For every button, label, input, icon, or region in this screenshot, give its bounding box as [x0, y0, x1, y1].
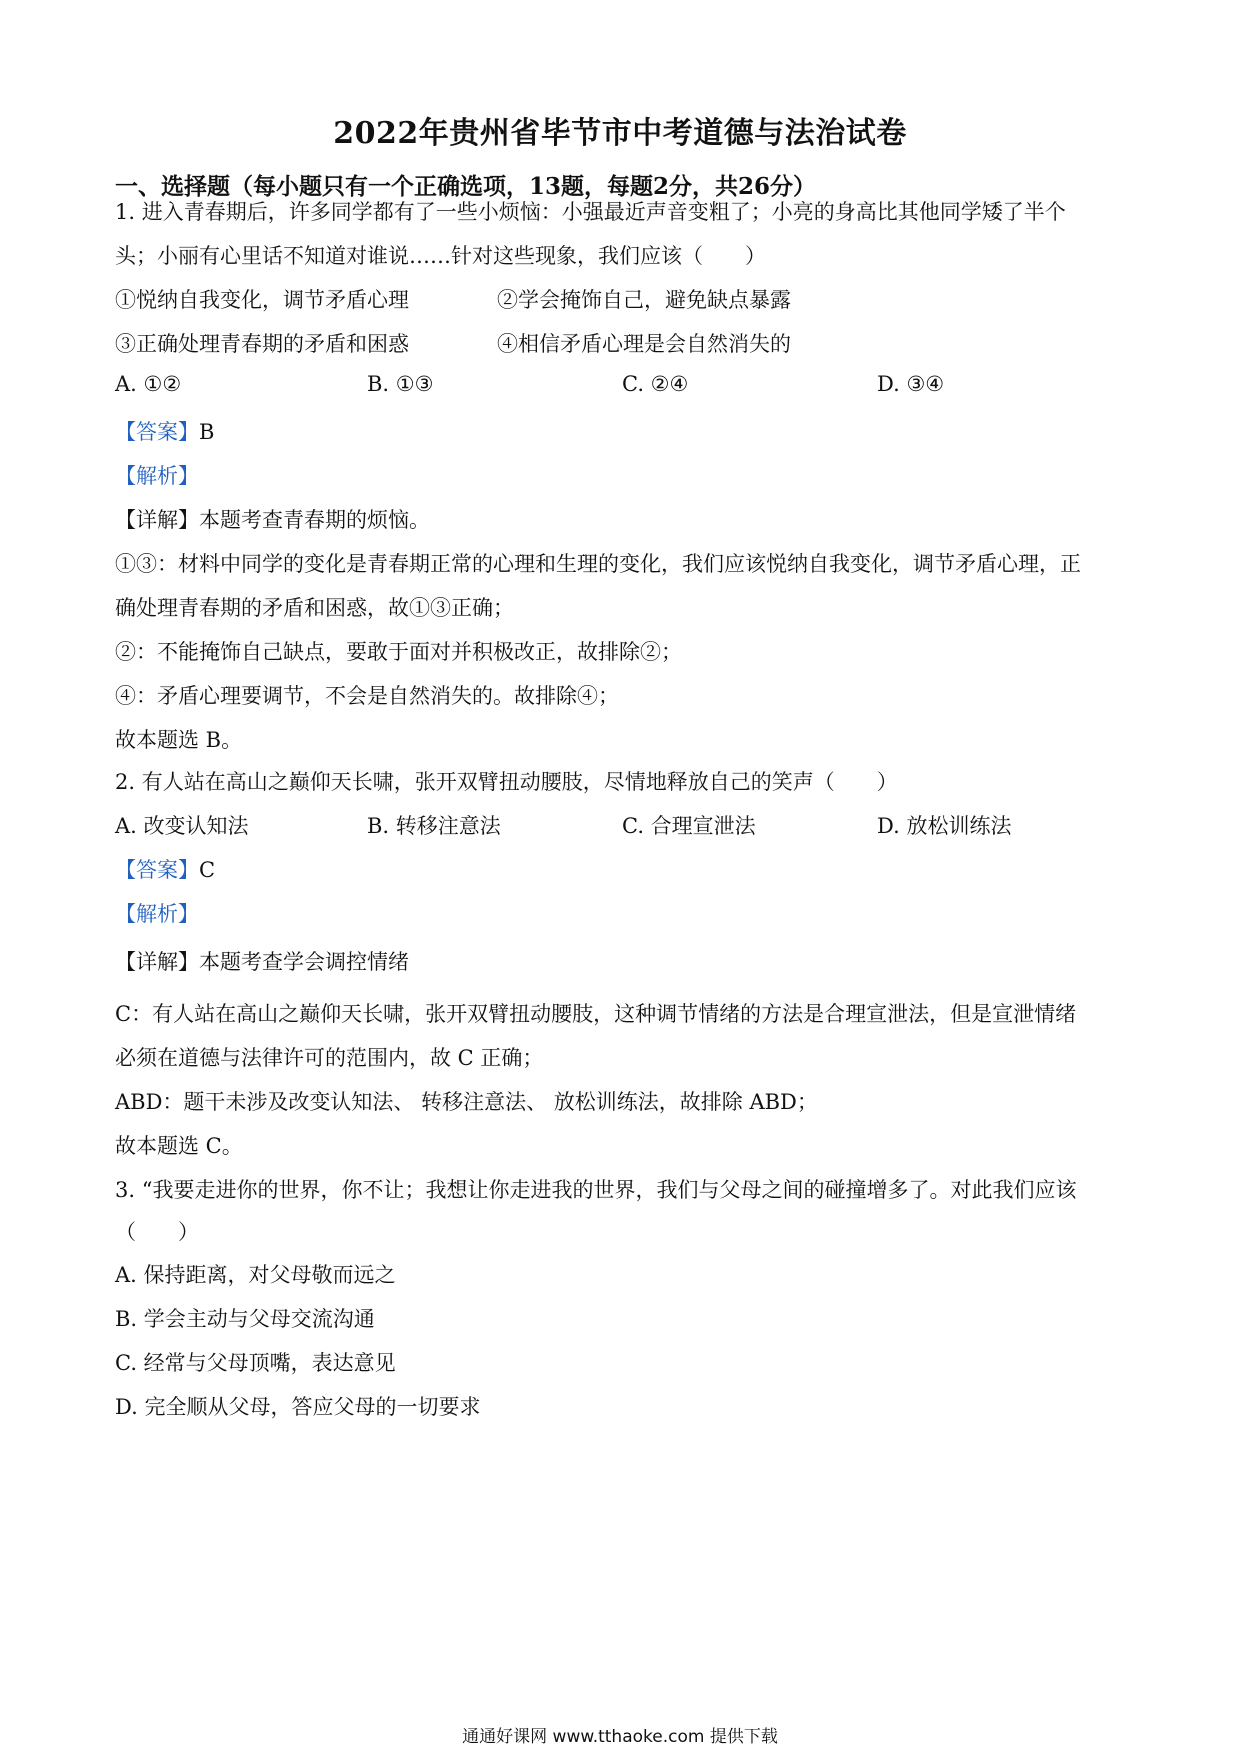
answer-label: 【答案】 — [115, 420, 199, 444]
q2-explanation-2: ABD：题干未涉及改变认知法、 转移注意法、 放松训练法，故排除 ABD； — [115, 1090, 818, 1114]
q2-analysis-label: 【解析】 — [115, 902, 199, 926]
q3-option-c: C. 经常与父母顶嘴，表达意见 — [115, 1351, 396, 1375]
q2-stem: 2. 有人站在高山之巅仰天长啸，张开双臂扭动腰肢，尽情地释放自己的笑声（ ） — [115, 770, 898, 794]
q1-explanation-1b: 确处理青春期的矛盾和困惑，故①③正确； — [115, 596, 514, 620]
q2-explanation-1a: C：有人站在高山之巅仰天长啸，张开双臂扭动腰肢，这种调节情绪的方法是合理宣泄法，但是宣泄情绪 — [115, 1002, 1077, 1026]
q1-analysis-label: 【解析】 — [115, 464, 199, 488]
q1-explanation-3: ④：矛盾心理要调节，不会是自然消失的。故排除④； — [115, 684, 619, 708]
q3-option-d: D. 完全顺从父母，答应父母的一切要求 — [115, 1395, 481, 1419]
page-footer: 通通好课网 www.tthaoke.com 提供下载 — [462, 1727, 778, 1747]
q3-option-b: B. 学会主动与父母交流沟通 — [115, 1307, 375, 1331]
q1-detail: 【详解】本题考查青春期的烦恼。 — [115, 508, 430, 532]
q2-option-c: C. 合理宣泄法 — [622, 814, 756, 838]
q3-stem-line-2: （ ） — [115, 1220, 199, 1244]
q3-stem-line-1: 3. “我要走进你的世界，你不让；我想让你走进我的世界，我们与父母之间的碰撞增多了。对此我们应该 — [115, 1178, 1077, 1202]
q1-statement-3: ③正确处理青春期的矛盾和困惑 — [115, 332, 409, 356]
q1-statement-1: ①悦纳自我变化，调节矛盾心理 — [115, 288, 409, 312]
q2-detail: 【详解】本题考查学会调控情绪 — [115, 950, 409, 974]
q1-answer — [115, 416, 214, 446]
q2-option-b: B. 转移注意法 — [367, 814, 501, 838]
q2-conclusion: 故本题选 C。 — [115, 1134, 243, 1158]
section-heading: 一、选择题（每小题只有一个正确选项，13题，每题2分，共26分） — [115, 173, 817, 200]
q1-option-d: D. ③④ — [877, 372, 945, 396]
answer-label: 【答案】 — [115, 858, 199, 882]
q1-explanation-1a: ①③：材料中同学的变化是青春期正常的心理和生理的变化，我们应该悦纳自我变化，调节矛盾心理，正 — [115, 552, 1081, 576]
q2-answer — [115, 854, 215, 884]
q1-option-c: C. ②④ — [622, 372, 689, 396]
q1-statement-4: ④相信矛盾心理是会自然消失的 — [497, 332, 791, 356]
q1-conclusion: 故本题选 B。 — [115, 728, 243, 752]
page-title: 2022年贵州省毕节市中考道德与法治试卷 — [333, 116, 907, 151]
answer-value: B — [199, 420, 215, 444]
q2-option-d: D. 放松训练法 — [877, 814, 1012, 838]
q2-explanation-1b: 必须在道德与法律许可的范围内，故 C 正确； — [115, 1046, 544, 1070]
q2-option-a: A. 改变认知法 — [115, 814, 249, 838]
answer-value: C — [199, 858, 216, 882]
q3-option-a: A. 保持距离，对父母敬而远之 — [115, 1263, 396, 1287]
q1-statement-2: ②学会掩饰自己，避免缺点暴露 — [497, 288, 791, 312]
q1-stem-line-1: 1. 进入青春期后，许多同学都有了一些小烦恼：小强最近声音变粗了；小亮的身高比其他同学矮了半个 — [115, 200, 1066, 224]
q1-explanation-2: ②：不能掩饰自己缺点，要敢于面对并积极改正，故排除②； — [115, 640, 682, 664]
q1-option-a: A. ①② — [115, 372, 182, 396]
q1-stem-line-2: 头；小丽有心里话不知道对谁说……针对这些现象，我们应该（ ） — [115, 244, 766, 268]
q1-option-b: B. ①③ — [367, 372, 434, 396]
